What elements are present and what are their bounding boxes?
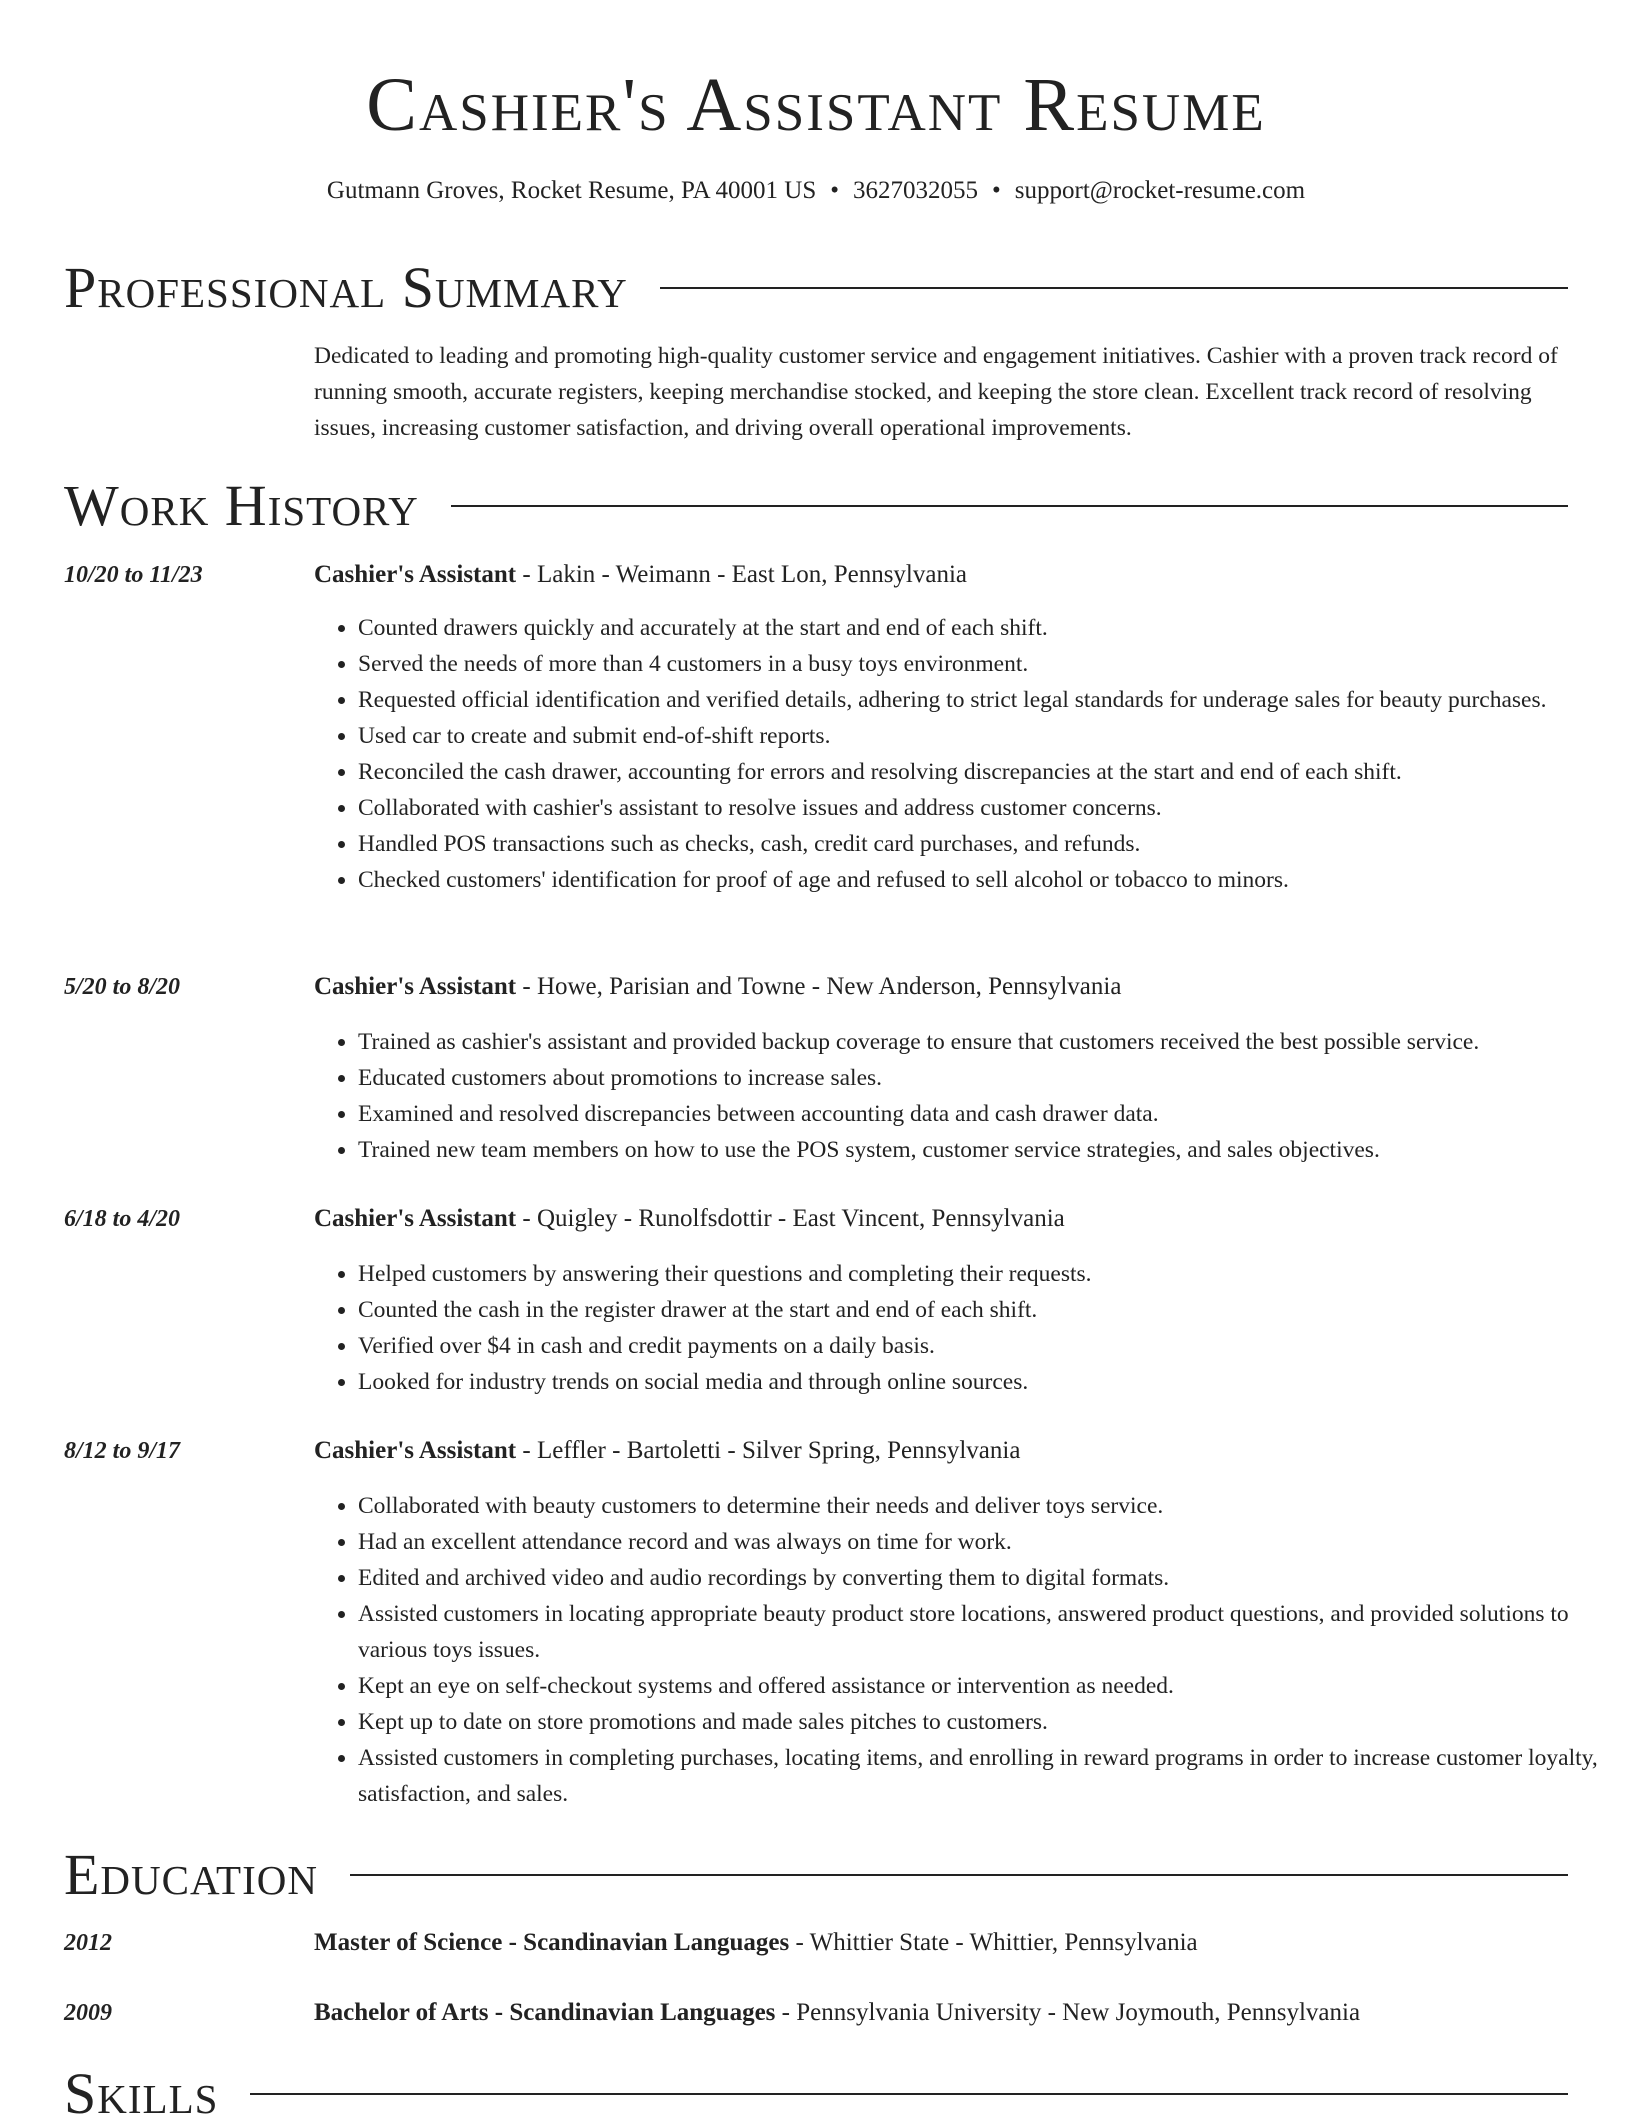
list-item: • Kept up to date on store promotions and made sales pitches to customers. <box>358 1704 1614 1740</box>
contact-phone: 3627032055 <box>853 177 979 204</box>
list-item: • Requested official identification and verified details, adhering to strict legal standards for underage sales for beauty purchases. <box>358 682 1614 718</box>
list-item: • Helped customers by answering their questions and completing their requests. <box>358 1256 1614 1292</box>
list-item: • Handled POS transactions such as checks, cash, credit card purchases, and refunds. <box>358 826 1614 862</box>
section-title: Education <box>64 1842 318 1907</box>
section-header-skills <box>64 2062 1568 2126</box>
job-heading <box>314 559 1574 591</box>
section-divider <box>660 287 1568 289</box>
job-company: - Howe, Parisian and Towne - New Anderson, Pennsylvania <box>516 973 1122 1000</box>
section-title: Skills <box>64 2061 219 2126</box>
education-entry <box>314 1927 1574 1959</box>
job-dates: 5/20 to 8/20 <box>64 974 181 1000</box>
contact-address: Gutmann Groves, Rocket Resume, PA 40001 US <box>326 177 817 204</box>
job-heading <box>314 1203 1574 1235</box>
job-title: Cashier's Assistant <box>314 1437 517 1464</box>
list-item: • Collaborated with cashier's assistant to resolve issues and address customer concerns. <box>358 790 1614 826</box>
list-item: • Assisted customers in locating appropriate beauty product store locations, answered product questions, and provided solutions to various toys issues. <box>358 1596 1614 1668</box>
list-item: • Collaborated with beauty customers to determine their needs and deliver toys service. <box>358 1488 1614 1524</box>
section-divider <box>451 505 1568 507</box>
job-title: Cashier's Assistant <box>314 973 517 1000</box>
education-year: 2009 <box>64 2000 112 2026</box>
list-item: • Examined and resolved discrepancies between accounting data and cash drawer data. <box>358 1096 1614 1132</box>
job-title: Cashier's Assistant <box>314 561 517 588</box>
list-item: • Edited and archived video and audio recordings by converting them to digital formats. <box>358 1560 1614 1596</box>
section-header-work-history <box>64 474 1568 538</box>
list-item: • Educated customers about promotions to increase sales. <box>358 1060 1614 1096</box>
job-dates: 8/12 to 9/17 <box>64 1438 181 1464</box>
education-year: 2012 <box>64 1930 112 1956</box>
list-item: • Counted drawers quickly and accurately at the start and end of each shift. <box>358 610 1614 646</box>
list-item: • Kept an eye on self-checkout systems and offered assistance or intervention as needed. <box>358 1668 1614 1704</box>
contact-separator: • <box>830 177 840 204</box>
contact-email: support@rocket-resume.com <box>1014 177 1306 204</box>
section-header-summary <box>64 256 1568 320</box>
section-title: Work History <box>64 473 419 538</box>
job-heading <box>314 1435 1574 1467</box>
job-company: - Lakin - Weimann - East Lon, Pennsylvania <box>516 561 968 588</box>
job-company: - Quigley - Runolfsdottir - East Vincent, Pennsylvania <box>516 1205 1065 1232</box>
job-bullets <box>314 610 1614 898</box>
job-title: Cashier's Assistant <box>314 1205 517 1232</box>
job-bullets <box>314 1488 1614 1812</box>
education-school: - Pennsylvania University - New Joymouth, Pennsylvania <box>775 1999 1361 2026</box>
job-bullets <box>314 1024 1614 1168</box>
job-bullets <box>314 1256 1614 1400</box>
section-header-education <box>64 1843 1568 1907</box>
section-divider <box>250 2093 1568 2095</box>
section-title: Professional Summary <box>64 255 628 320</box>
list-item: • Verified over $4 in cash and credit payments on a daily basis. <box>358 1328 1614 1364</box>
summary-text: Dedicated to leading and promoting high-quality customer service and engagement initiatives. Cashier with a proven track record of running smooth, accurate registers, keeping merchandise stocked, and keeping the store clean. Excellent track record of resolving issues, increasing customer satisfaction, and driving overall operational improvements. <box>314 343 1558 441</box>
list-item: • Used car to create and submit end-of-shift reports. <box>358 718 1614 754</box>
section-divider <box>350 1874 1568 1876</box>
list-item: • Trained as cashier's assistant and provided backup coverage to ensure that customers received the best possible service. <box>358 1024 1614 1060</box>
education-degree: Bachelor of Arts - Scandinavian Languages <box>314 1999 776 2026</box>
job-company: - Leffler - Bartoletti - Silver Spring, Pennsylvania <box>516 1437 1021 1464</box>
list-item: • Had an excellent attendance record and was always on time for work. <box>358 1524 1614 1560</box>
list-item: • Assisted customers in completing purchases, locating items, and enrolling in reward programs in order to increase customer loyalty, satisfaction, and sales. <box>358 1740 1614 1812</box>
list-item: • Checked customers' identification for proof of age and refused to sell alcohol or tobacco to minors. <box>358 862 1614 898</box>
contact-line <box>0 175 1632 207</box>
job-dates: 6/18 to 4/20 <box>64 1206 181 1232</box>
education-entry <box>314 1997 1574 2029</box>
list-item: • Looked for industry trends on social media and through online sources. <box>358 1364 1614 1400</box>
list-item: • Reconciled the cash drawer, accounting for errors and resolving discrepancies at the start and end of each shift. <box>358 754 1614 790</box>
education-degree: Master of Science - Scandinavian Languages <box>314 1929 790 1956</box>
job-dates: 10/20 to 11/23 <box>64 562 203 588</box>
resume-title: Cashier's Assistant Resume <box>366 63 1266 147</box>
education-school: - Whittier State - Whittier, Pennsylvania <box>789 1929 1198 1956</box>
list-item: • Trained new team members on how to use the POS system, customer service strategies, and sales objectives. <box>358 1132 1614 1168</box>
contact-separator: • <box>992 177 1001 204</box>
job-heading <box>314 971 1574 1003</box>
list-item: • Counted the cash in the register drawer at the start and end of each shift. <box>358 1292 1614 1328</box>
list-item: • Served the needs of more than 4 customers in a busy toys environment. <box>358 646 1614 682</box>
